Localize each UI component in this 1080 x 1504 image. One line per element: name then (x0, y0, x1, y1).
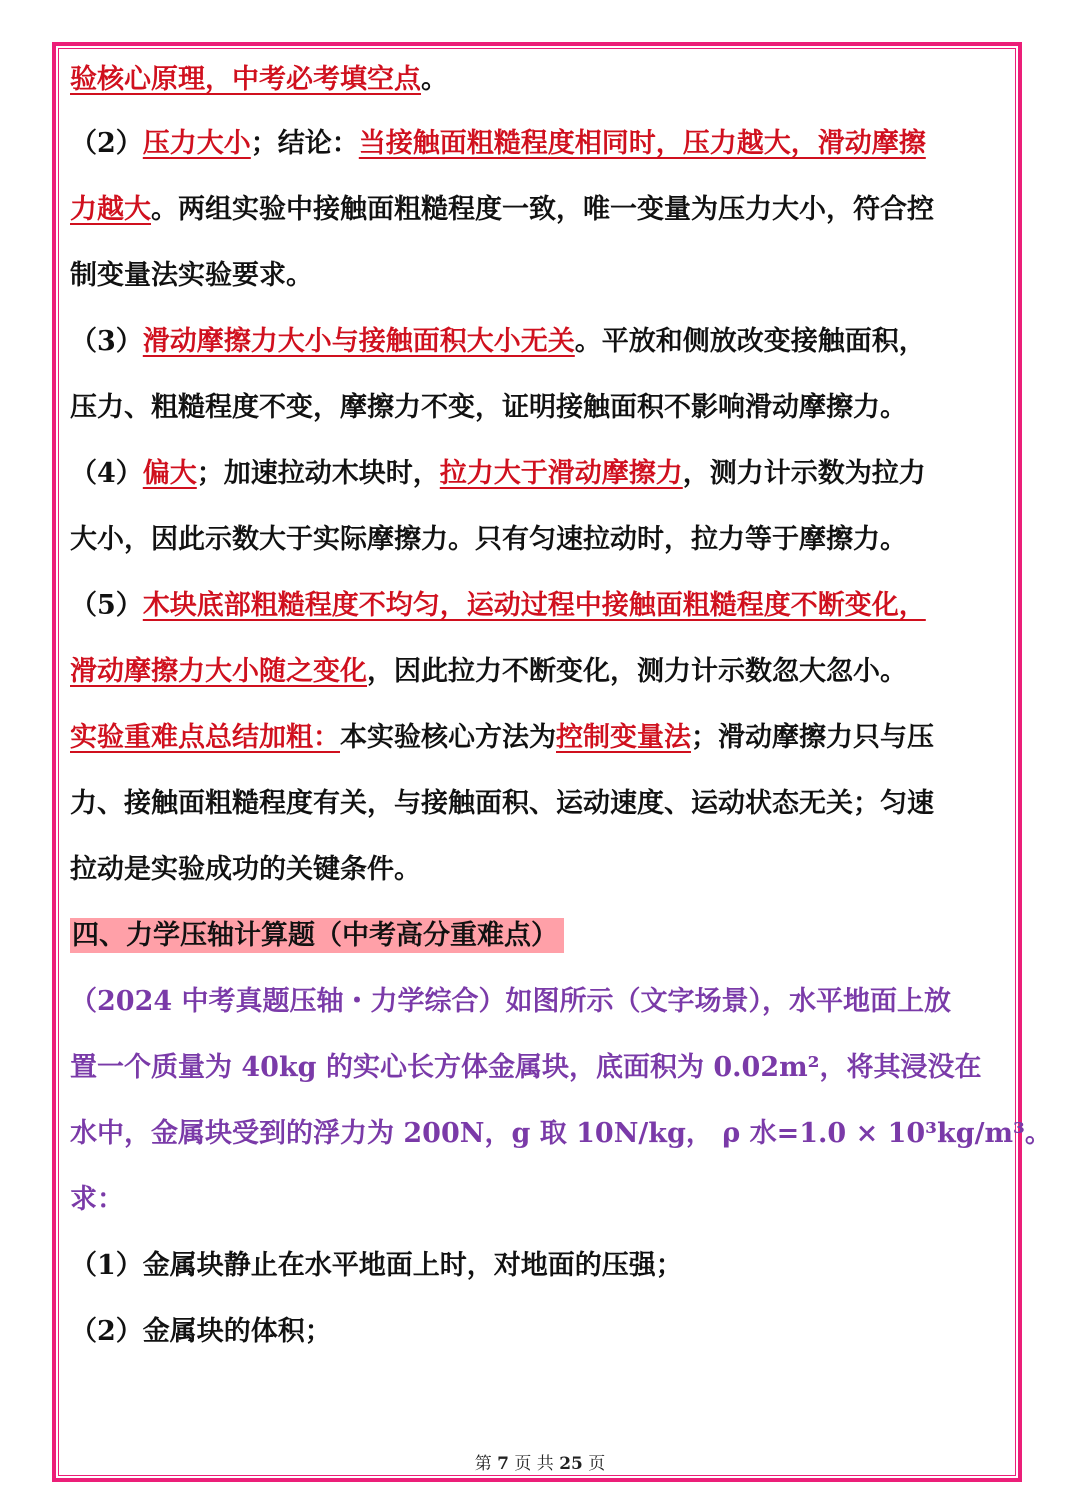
text-line (70, 322, 926, 362)
highlighted-text: 压力大小 (142, 128, 251, 159)
text-line (70, 916, 564, 956)
text-line (70, 190, 934, 230)
footer-total-pages: 25 (559, 1454, 583, 1474)
body-text: （3） (70, 326, 143, 357)
highlighted-text: 验核心原理，中考必考填空点 (70, 64, 421, 95)
footer-prefix: 第 (474, 1454, 492, 1474)
body-text: 大小，因此示数大于实际摩擦力。只有匀速拉动时，拉力等于摩擦力。 (70, 524, 907, 555)
body-text: 压力、粗糙程度不变，摩擦力不变，证明接触面积不影响滑动摩擦力。 (70, 392, 907, 423)
body-text: （2）金属块的体积； (70, 1316, 332, 1347)
problem-text: 置一个质量为 40kg 的实心长方体金属块，底面积为 0.02m²，将其浸没在 (70, 1052, 982, 1083)
body-text: ；结论： (250, 128, 359, 159)
highlighted-text: 拉力大于滑动摩擦力 (439, 458, 683, 489)
text-line (70, 1246, 683, 1286)
text-line (70, 718, 934, 758)
text-line (70, 124, 926, 164)
body-text: ，因此拉力不断变化，测力计示数忽大忽小。 (367, 656, 907, 687)
section-heading: 四、力学压轴计算题（中考高分重难点） (70, 918, 564, 953)
highlighted-text: 偏大 (142, 458, 197, 489)
body-text: ，测力计示数为拉力 (682, 458, 926, 489)
body-text: （2） (70, 128, 143, 159)
text-line (70, 784, 934, 824)
text-line (70, 1048, 982, 1088)
highlighted-text: 滑动摩擦力大小随之变化 (70, 656, 367, 687)
body-text: ；滑动摩擦力只与压 (691, 722, 934, 753)
highlighted-text: 力越大 (70, 194, 151, 225)
body-text: ；加速拉动木块时， (196, 458, 440, 489)
body-text: （1）金属块静止在水平地面上时，对地面的压强； (70, 1250, 683, 1281)
text-line (70, 982, 951, 1022)
body-text: 力、接触面粗糙程度有关，与接触面积、运动速度、运动状态无关；匀速 (70, 788, 934, 819)
text-line (70, 652, 907, 692)
text-line (70, 850, 421, 890)
problem-text: 水中，金属块受到的浮力为 200N，g 取 10N/kg， ρ 水=1.0 × 10³kg/m³。 (70, 1118, 1052, 1149)
body-text: 。 (421, 64, 448, 95)
text-line (70, 454, 926, 494)
body-text: 。平放和侧放改变接触面积， (574, 326, 926, 357)
body-text: 拉动是实验成功的关键条件。 (70, 854, 421, 885)
highlighted-text: 木块底部粗糙程度不均匀，运动过程中接触面粗糙程度不断变化， (142, 590, 926, 621)
text-line (70, 520, 907, 560)
footer-page-number: 7 (497, 1454, 509, 1474)
text-line (70, 60, 448, 100)
highlighted-text: 控制变量法 (556, 722, 691, 753)
highlighted-text: 实验重难点总结加粗： (70, 722, 340, 753)
body-text: （5） (70, 590, 143, 621)
text-line (70, 1114, 1052, 1154)
problem-text: （2024 中考真题压轴・力学综合）如图所示（文字场景），水平地面上放 (70, 986, 952, 1017)
body-text: 。两组实验中接触面粗糙程度一致，唯一变量为压力大小，符合控 (151, 194, 934, 225)
text-line (70, 388, 907, 428)
problem-text: 求： (70, 1184, 124, 1215)
footer-middle: 页 共 (514, 1454, 554, 1474)
page-footer (0, 1449, 1080, 1474)
highlighted-text: 当接触面粗糙程度相同时，压力越大，滑动摩擦 (358, 128, 926, 159)
body-text: 本实验核心方法为 (340, 722, 556, 753)
body-text: 制变量法实验要求。 (70, 260, 313, 291)
text-line (70, 1312, 332, 1352)
text-line (70, 1180, 124, 1220)
text-line (70, 586, 926, 626)
footer-suffix: 页 (588, 1454, 606, 1474)
text-line (70, 256, 313, 296)
body-text: （4） (70, 458, 143, 489)
highlighted-text: 滑动摩擦力大小与接触面积大小无关 (142, 326, 575, 357)
